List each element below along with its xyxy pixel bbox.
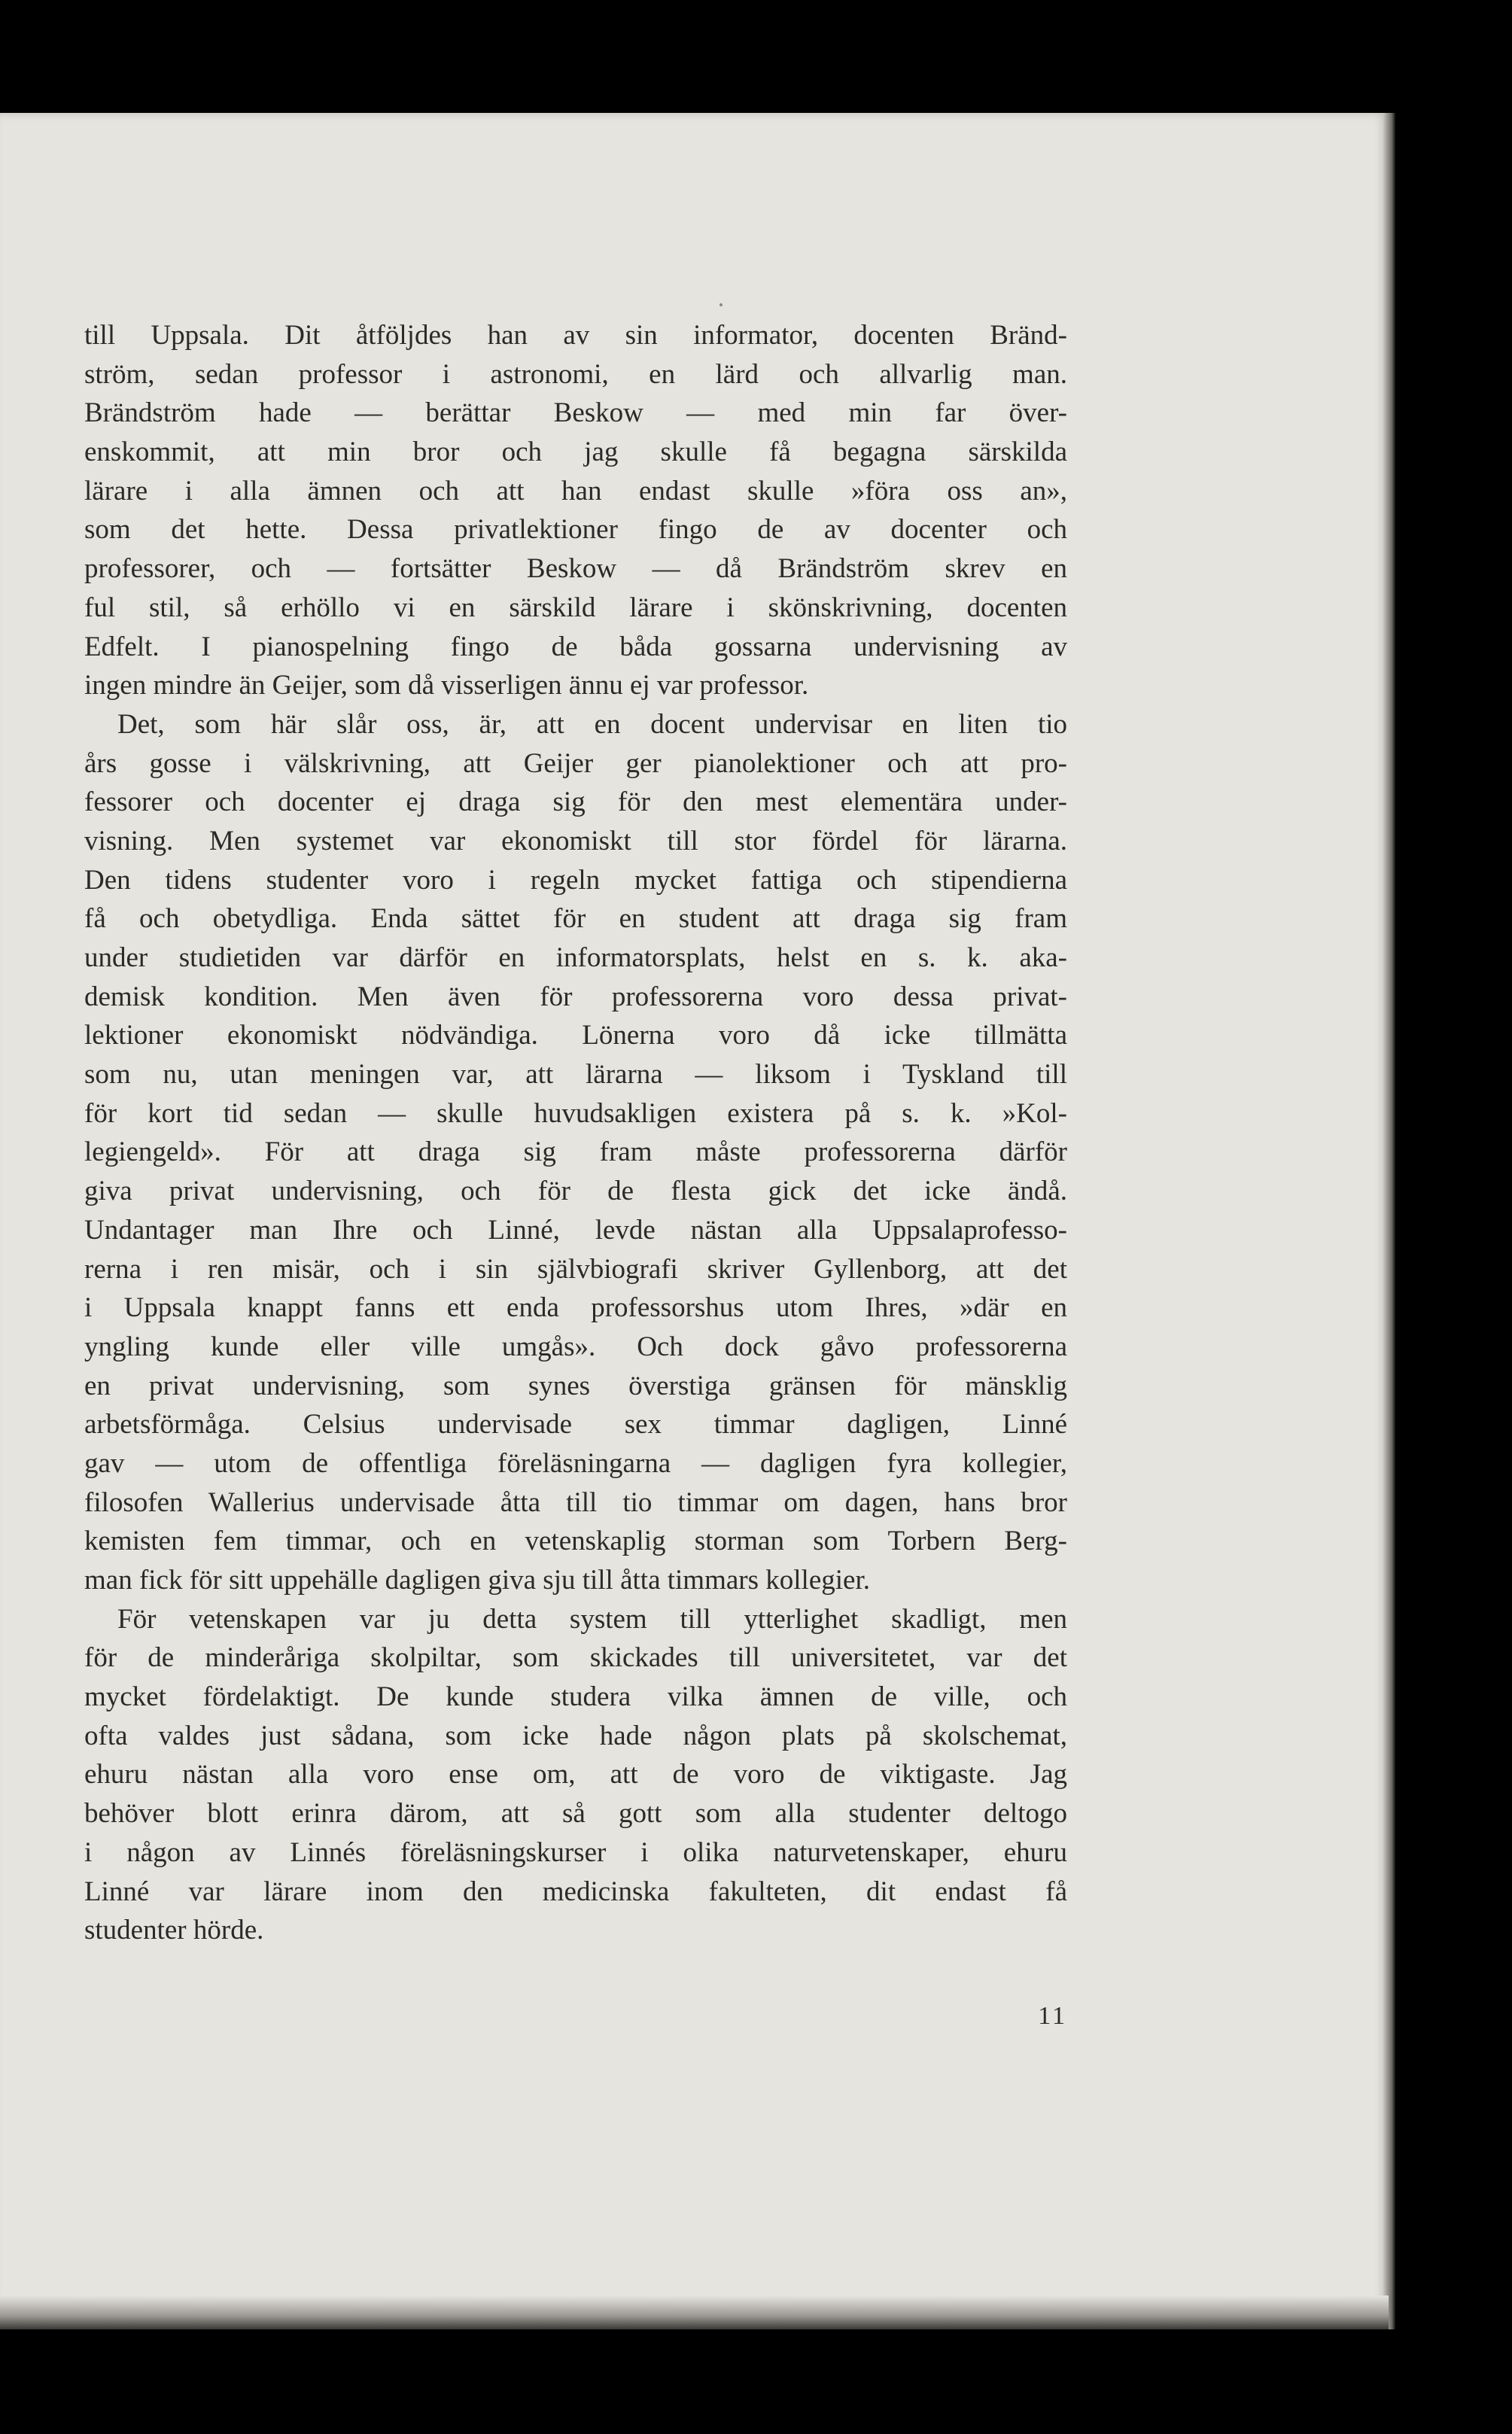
- text-line: till Uppsala. Dit åtföljdes han av sin informator, docenten Bränd-: [84, 320, 1067, 351]
- text-line: ehuru nästan alla voro ense om, att de voro de viktigaste. Jag: [84, 1759, 1067, 1791]
- text-line: Det, som här slår oss, är, att en docent undervisar en liten tio: [117, 708, 1067, 740]
- text-line: Edfelt. I pianospelning fingo de båda gossarna undervisning av: [84, 631, 1067, 662]
- text-line: ström, sedan professor i astronomi, en lärd och allvarlig man.: [84, 358, 1067, 390]
- text-line: få och obetydliga. Enda sättet för en student att draga sig fram: [84, 903, 1067, 935]
- text-line: arbetsförmåga. Celsius undervisade sex timmar dagligen, Linné: [84, 1409, 1067, 1441]
- text-line: som det hette. Dessa privatlektioner fingo de av docenter och: [84, 514, 1067, 546]
- text-line: behöver blott erinra därom, att så gott som alla studenter deltogo: [84, 1798, 1067, 1830]
- text-line: mycket fördelaktigt. De kunde studera vilka ämnen de ville, och: [84, 1681, 1067, 1713]
- text-line: som nu, utan meningen var, att lärarna — liksom i Tyskland till: [84, 1059, 1067, 1091]
- text-line: ful stil, så erhöllo vi en särskild lärare i skönskrivning, docenten: [84, 592, 1067, 623]
- text-line: För vetenskapen var ju detta system till ytterlighet skadligt, men: [117, 1603, 1067, 1635]
- text-line: visning. Men systemet var ekonomiskt till stor fördel för lärarna.: [84, 825, 1067, 856]
- text-line: Linné var lärare inom den medicinska fakulteten, dit endast få: [84, 1876, 1067, 1907]
- text-line: under studietiden var därför en informatorsplats, helst en s. k. aka-: [84, 942, 1067, 973]
- text-line: Undantager man Ihre och Linné, levde nästan alla Uppsalaprofesso-: [84, 1214, 1067, 1246]
- text-line: gav — utom de offentliga föreläsningarna — dagligen fyra kollegier,: [84, 1447, 1067, 1479]
- text-line: legiengeld». För att draga sig fram måste professorerna därför: [84, 1136, 1067, 1168]
- text-line: i Uppsala knappt fanns ett enda professorshus utom Ihres, »där en: [84, 1292, 1067, 1324]
- text-line: ofta valdes just sådana, som icke hade någon plats på skolschemat,: [84, 1720, 1067, 1751]
- text-line: kemisten fem timmar, och en vetenskaplig storman som Torbern Berg-: [84, 1526, 1067, 1557]
- text-line: för de minderåriga skolpiltar, som skickades till universitetet, var det: [84, 1642, 1067, 1674]
- text-line: man fick för sitt uppehälle dagligen giva sju till åtta timmars kollegier.: [84, 1565, 870, 1596]
- text-line: rerna i ren misär, och i sin självbiografi skriver Gyllenborg, att det: [84, 1253, 1067, 1285]
- text-line: Den tidens studenter voro i regeln mycket fattiga och stipendierna: [84, 864, 1067, 896]
- page-number: 11: [1038, 2002, 1067, 2030]
- text-line: giva privat undervisning, och för de flesta gick det icke ändå.: [84, 1176, 1067, 1207]
- text-line: års gosse i välskrivning, att Geijer ger pianolektioner och att pro-: [84, 747, 1067, 779]
- print-speck: [719, 303, 723, 306]
- text-line: ingen mindre än Geijer, som då visserligen ännu ej var professor.: [84, 670, 809, 701]
- page-edge-shadow: [1383, 113, 1395, 2329]
- text-line: enskommit, att min bror och jag skulle få begagna särskilda: [84, 437, 1067, 468]
- text-line: för kort tid sedan — skulle huvudsakligen existera på s. k. »Kol-: [84, 1097, 1067, 1129]
- text-line: en privat undervisning, som synes överstiga gränsen för mänsklig: [84, 1370, 1067, 1401]
- text-line: fessorer och docenter ej draga sig för den mest elementära under-: [84, 786, 1067, 818]
- text-line: studenter hörde.: [84, 1915, 264, 1946]
- text-line: lektioner ekonomiskt nödvändiga. Lönerna voro då icke tillmätta: [84, 1020, 1067, 1051]
- body-text: [84, 316, 1067, 1950]
- text-line: lärare i alla ämnen och att han endast skulle »föra oss an»,: [84, 475, 1067, 507]
- text-line: yngling kunde eller ville umgås». Och dock gåvo professorerna: [84, 1331, 1067, 1362]
- text-line: demisk kondition. Men även för professorerna voro dessa privat-: [84, 981, 1067, 1012]
- text-line: professorer, och — fortsätter Beskow — då Brändström skrev en: [84, 553, 1067, 585]
- text-line: filosofen Wallerius undervisade åtta till tio timmar om dagen, hans bror: [84, 1486, 1067, 1518]
- page-bottom-edge: [0, 2296, 1389, 2329]
- text-line: Brändström hade — berättar Beskow — med min far över-: [84, 397, 1067, 429]
- text-line: i någon av Linnés föreläsningskurser i olika naturvetenskaper, ehuru: [84, 1836, 1067, 1868]
